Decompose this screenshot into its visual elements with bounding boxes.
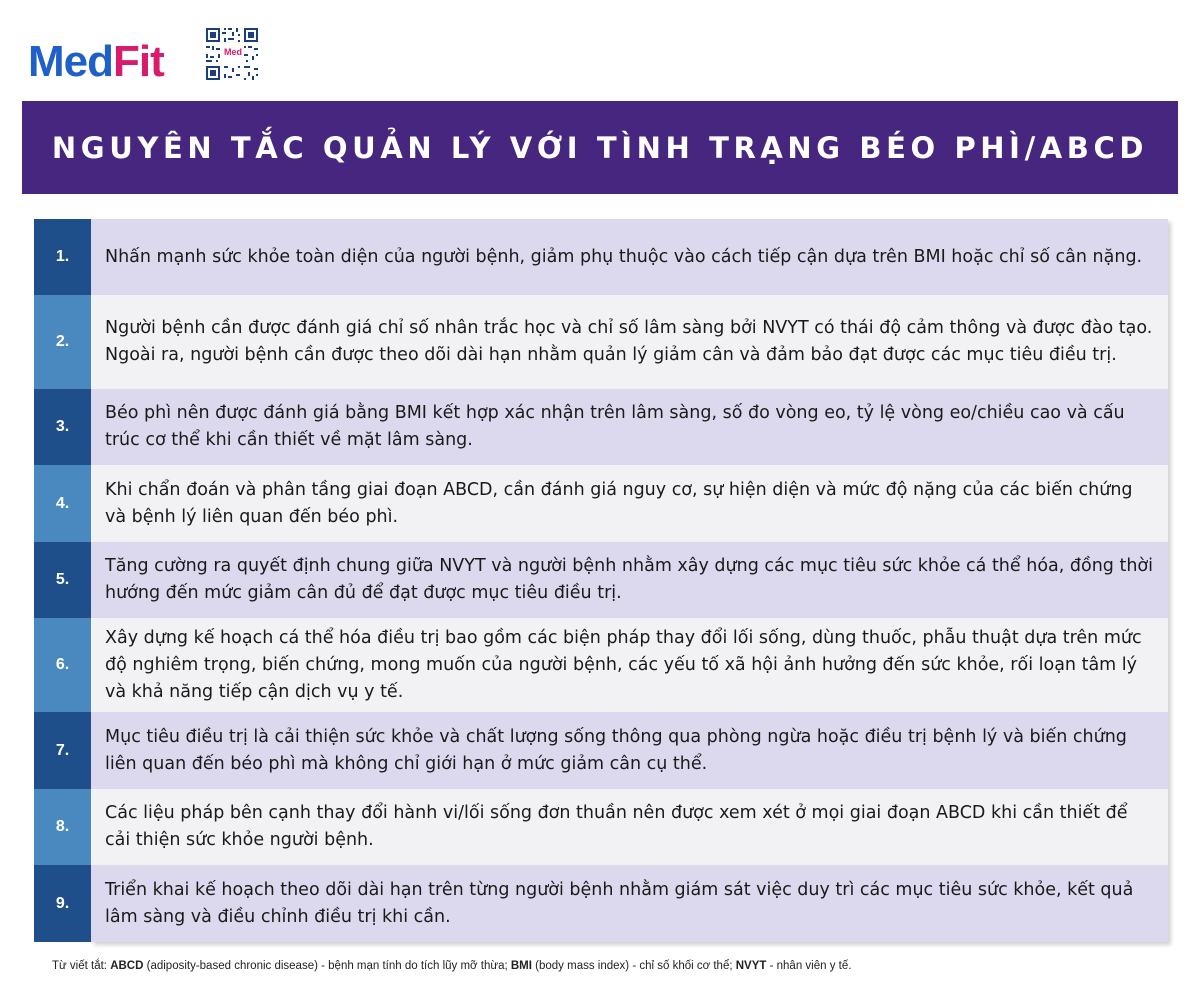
footnote-def-bmi: (body mass index) - chỉ số khối cơ thể; — [531, 960, 736, 972]
principle-row — [34, 789, 1168, 865]
footnote-def-nvyt: - nhân viên y tế. — [766, 960, 852, 972]
principle-number: 5. — [34, 542, 91, 618]
principle-number: 2. — [34, 295, 91, 389]
principle-number: 4. — [34, 465, 91, 542]
footnote-def-abcd: (adiposity-based chronic disease) - bệnh mạn tính do tích lũy mỡ thừa; — [143, 960, 511, 972]
principle-row — [34, 465, 1168, 542]
footnote-prefix: Từ viết tắt: — [52, 960, 111, 972]
principle-number: 3. — [34, 389, 91, 465]
title-banner — [22, 101, 1178, 194]
principle-row — [34, 712, 1168, 789]
principle-text: Khi chẩn đoán và phân tầng giai đoạn ABCD, cần đánh giá nguy cơ, sự hiện diện và mức độ nặng của các biến chứng và bệnh lý liên quan đến béo phì. — [91, 465, 1168, 542]
principle-number: 1. — [34, 219, 91, 295]
page-title: NGUYÊN TẮC QUẢN LÝ VỚI TÌNH TRẠNG BÉO PHÌ/ABCD — [51, 130, 1149, 165]
principles-list — [34, 219, 1168, 942]
principle-text: Mục tiêu điều trị là cải thiện sức khỏe và chất lượng sống thông qua phòng ngừa hoặc điều trị bệnh lý và biến chứng liên quan đến béo phì mà không chỉ giới hạn ở mức giảm cân cụ thể. — [91, 712, 1168, 789]
qr-code-icon — [204, 26, 260, 82]
qr-center-label: Med — [224, 47, 242, 57]
footnote-term-bmi: BMI — [510, 960, 532, 972]
principle-number: 9. — [34, 865, 91, 942]
principle-text: Các liệu pháp bên cạnh thay đổi hành vi/lối sống đơn thuần nên được xem xét ở mọi giai đoạn ABCD khi cần thiết để cải thiện sức khỏe người bệnh. — [91, 789, 1168, 865]
principle-text: Tăng cường ra quyết định chung giữa NVYT và người bệnh nhằm xây dựng các mục tiêu sức khỏe cá thể hóa, đồng thời hướng đến mức giảm cân đủ để đạt được mục tiêu điều trị. — [91, 542, 1168, 618]
principle-text: Béo phì nên được đánh giá bằng BMI kết hợp xác nhận trên lâm sàng, số đo vòng eo, tỷ lệ vòng eo/chiều cao và cấu trúc cơ thể khi cần thiết về mặt lâm sàng. — [91, 389, 1168, 465]
abbreviations-footnote — [52, 960, 851, 972]
principle-number: 7. — [34, 712, 91, 789]
principle-text: Người bệnh cần được đánh giá chỉ số nhân trắc học và chỉ số lâm sàng bởi NVYT có thái độ cảm thông và được đào tạo. Ngoài ra, người bệnh cần được theo dõi dài hạn nhằm quản lý giảm cân và đảm bảo đạt được các mục tiêu điều trị. — [91, 295, 1168, 389]
principle-text: Xây dựng kế hoạch cá thể hóa điều trị bao gồm các biện pháp thay đổi lối sống, dùng thuốc, phẫu thuật dựa trên mức độ nghiêm trọng, biến chứng, mong muốn của người bệnh, các yếu tố xã hội ảnh hưởng đến sức khỏe, rối loạn tâm lý và khả năng tiếp cận dịch vụ y tế. — [91, 618, 1168, 712]
logo-text-med: Med — [28, 37, 113, 86]
principle-row — [34, 389, 1168, 465]
principle-row — [34, 295, 1168, 389]
principle-text: Triển khai kế hoạch theo dõi dài hạn trên từng người bệnh nhằm giám sát việc duy trì các mục tiêu sức khỏe, kết quả lâm sàng và điều chỉnh điều trị khi cần. — [91, 865, 1168, 942]
principle-number: 8. — [34, 789, 91, 865]
logo-text-fit: Fit — [113, 37, 164, 86]
principle-row — [34, 618, 1168, 712]
principle-row — [34, 865, 1168, 942]
footnote-term-abcd: ABCD — [110, 960, 144, 972]
principle-row — [34, 542, 1168, 618]
principle-row — [34, 219, 1168, 295]
principle-number: 6. — [34, 618, 91, 712]
medfit-logo — [28, 37, 164, 86]
principle-text: Nhấn mạnh sức khỏe toàn diện của người bệnh, giảm phụ thuộc vào cách tiếp cận dựa trên BMI hoặc chỉ số cân nặng. — [91, 219, 1168, 295]
footnote-term-nvyt: NVYT — [735, 960, 767, 972]
